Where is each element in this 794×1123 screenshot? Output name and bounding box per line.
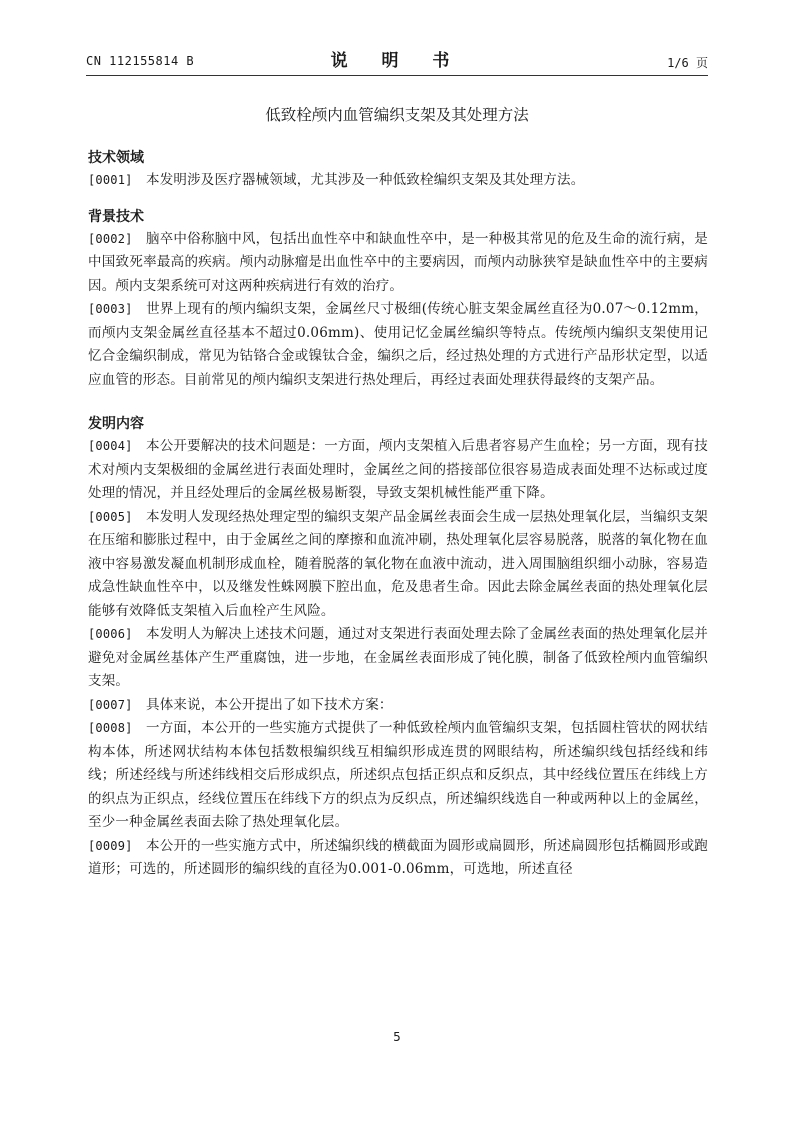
- paragraph-number: [0006]: [88, 627, 133, 641]
- paragraph-text: 本发明人发现经热处理定型的编织支架产品金属丝表面会生成一层热处理氧化层，当编织支架在压缩和膨胀过程中，由于金属丝之间的摩擦和血流冲刷，热处理氧化层容易脱落，脱落的氧化物在血液中容易激发凝血机制形成血栓，随着脱落的氧化物在血液中流动，进入周围脑组织细小动脉，容易造成急性缺血性卒中，以及继发性蛛网膜下腔出血，危及患者生命。因此去除金属丝表面的热处理氧化层能够有效降低支架植入后血栓产生风险。: [88, 508, 708, 619]
- document-body: [88, 148, 708, 882]
- paragraph-text: 脑卒中俗称脑中风，包括出血性卒中和缺血性卒中，是一种极其常见的危及生命的流行病，是中国致死率最高的疾病。颅内动脉瘤是出血性卒中的主要病因，而颅内动脉狭窄是缺血性卒中的主要病因。颅内支架系统可对这两种疾病进行有效的治疗。: [88, 230, 708, 294]
- document-title: 低致栓颅内血管编织支架及其处理方法: [265, 106, 529, 124]
- page-header: [86, 44, 708, 74]
- paragraph-number: [0008]: [88, 721, 133, 735]
- section-heading-background: 背景技术: [88, 208, 144, 225]
- paragraph: [88, 835, 708, 882]
- paragraph-text: 具体来说，本公开提出了如下技术方案：: [146, 696, 393, 713]
- paragraph-number: [0007]: [88, 697, 133, 712]
- paragraph-number: [0001]: [88, 173, 133, 187]
- paragraph: [88, 506, 708, 624]
- publication-number: CN 112155814 B: [86, 54, 195, 68]
- paragraph: [88, 717, 708, 835]
- page-number: 5: [393, 1030, 401, 1044]
- paragraph-text: 本发明人为解决上述技术问题，通过对支架进行表面处理去除了金属丝表面的热处理氧化层并避免对金属丝基体产生严重腐蚀，进一步地，在金属丝表面形成了钝化膜，制备了低致栓颅内血管编织支架。: [88, 626, 708, 689]
- paragraph-number: [0002]: [88, 231, 133, 246]
- paragraph-number: [0004]: [88, 439, 133, 453]
- paragraph: [88, 694, 708, 718]
- paragraph-text: 本发明涉及医疗器械领域，尤其涉及一种低致栓编织支架及其处理方法。: [146, 172, 585, 188]
- paragraph: [88, 298, 708, 392]
- header-divider: [86, 75, 708, 76]
- section-heading-field: 技术领域: [88, 150, 144, 166]
- paragraph: [88, 623, 708, 694]
- paragraph-text: 一方面，本公开的一些实施方式提供了一种低致栓颅内血管编织支架，包括圆柱管状的网状结构本体，所述网状结构本体包括数根编织线互相编织形成连贯的网眼结构，所述编织线包括经线和纬线；所述经线与所述纬线相交后形成织点，所述织点包括正织点和反织点，其中经线位置压在纬线上方的织点为正织点，经线位置压在纬线下方的织点为反织点，所述编织线选自一种或两种以上的金属丝，至少一种金属丝表面去除了热处理氧化层。: [88, 720, 708, 830]
- paragraph: [88, 169, 708, 193]
- paragraph-text: 本公开的一些实施方式中，所述编织线的横截面为圆形或扁圆形，所述扁圆形包括椭圆形或跑道形；可选的，所述圆形的编织线的直径为0.001-0.06mm，可选地，所述直径: [88, 837, 708, 877]
- paragraph-number: [0009]: [88, 838, 133, 853]
- paragraph-number: [0003]: [88, 302, 133, 316]
- paragraph-number: [0005]: [88, 509, 133, 524]
- page-count: 1/6 页: [667, 56, 708, 70]
- document-type: 说 明 书: [330, 51, 464, 71]
- paragraph-text: 世界上现有的颅内编织支架，金属丝尺寸极细(传统心脏支架金属丝直径为0.07～0.12mm，而颅内支架金属丝直径基本不超过0.06mm)、使用记忆金属丝编织等特点。传统颅内编织支架使用记忆合金编织制成，常见为钴铬合金或镍钛合金，编织之后，经过热处理的方式进行产品形状定型，以适应血管的形态。目前常见的颅内编织支架进行热处理后，再经过表面处理获得最终的支架产品。: [88, 301, 708, 388]
- paragraph-text: 本公开要解决的技术问题是：一方面，颅内支架植入后患者容易产生血栓；另一方面，现有技术对颅内支架极细的金属丝进行表面处理时，金属丝之间的搭接部位很容易造成表面处理不达标或过度处理的情况，并且经处理后的金属丝极易断裂，导致支架机械性能严重下降。: [88, 438, 708, 501]
- paragraph: [88, 228, 708, 299]
- section-heading-summary: 发明内容: [88, 416, 144, 432]
- paragraph: [88, 435, 708, 506]
